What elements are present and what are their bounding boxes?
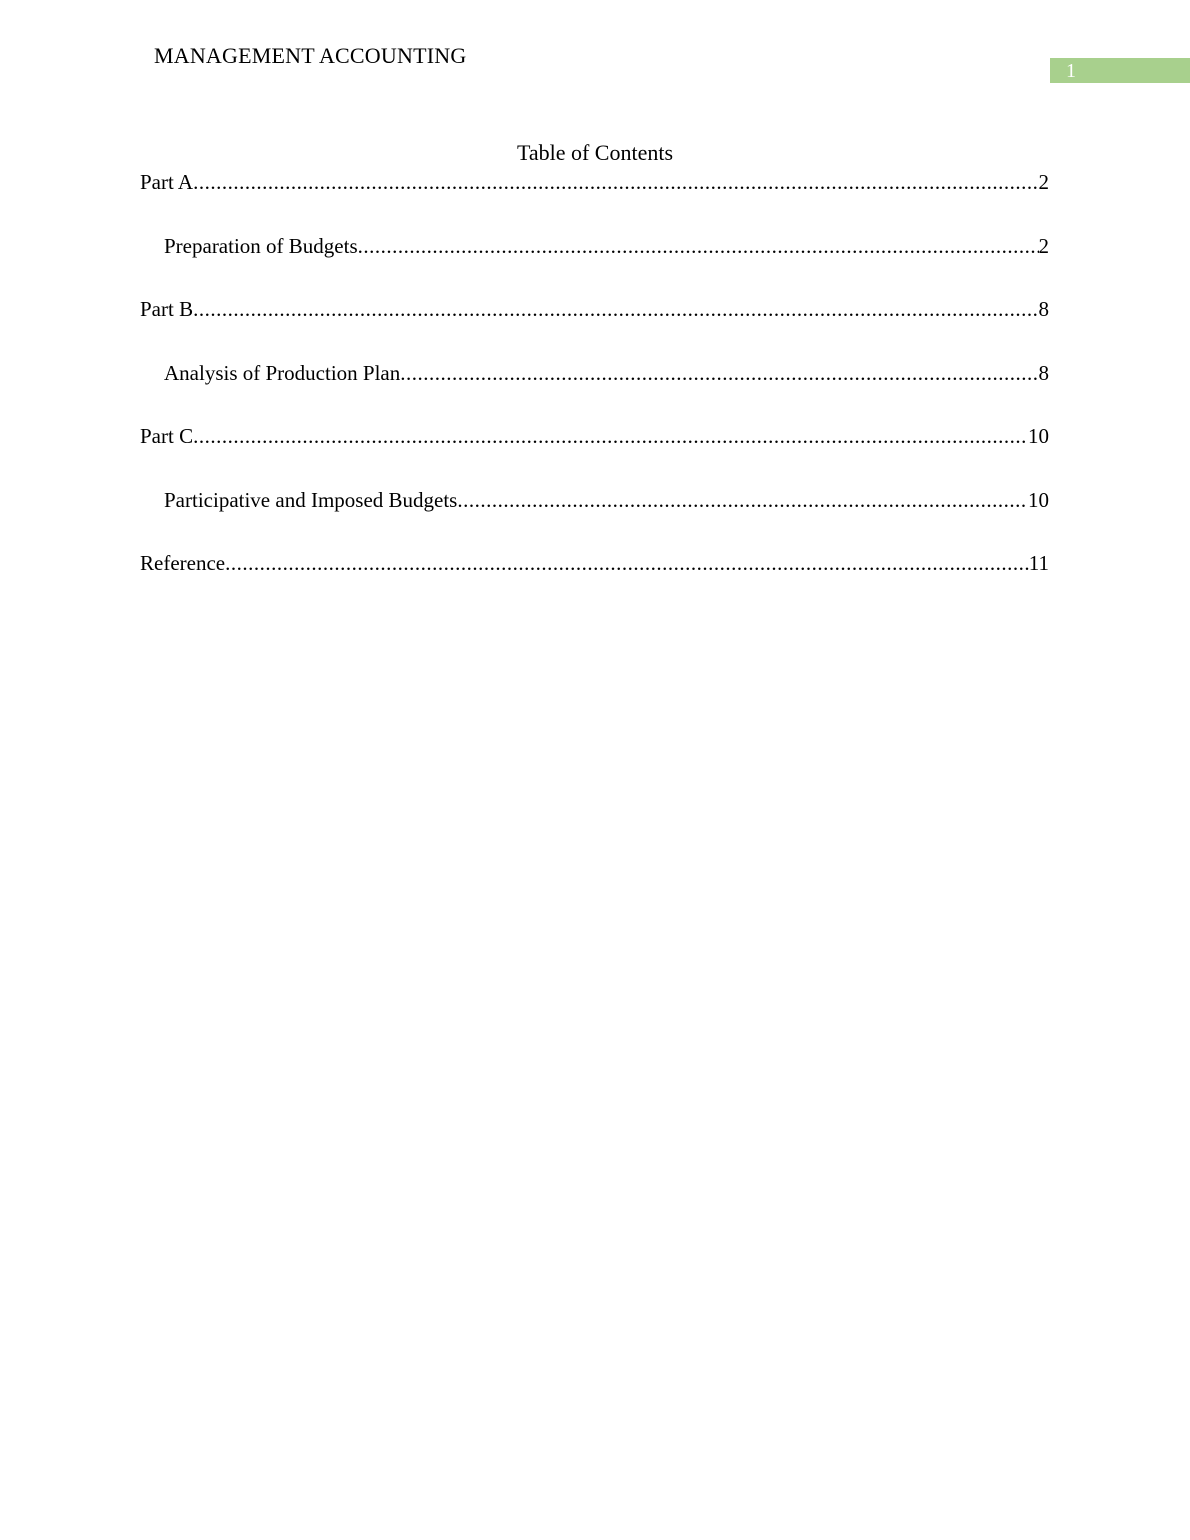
toc-entry-page: 8 (1038, 360, 1049, 385)
toc-entry-analysis-of-production-plan[interactable] (140, 359, 1049, 423)
toc-entry-part-a[interactable] (140, 168, 1049, 232)
toc-dot-leader (225, 549, 1029, 577)
toc-entry-preparation-of-budgets[interactable] (140, 232, 1049, 296)
toc-entry-part-b[interactable] (140, 295, 1049, 359)
toc-entry-title: Reference (140, 551, 226, 575)
toc-entry-page: 10 (1028, 487, 1049, 512)
toc-dot-leader (193, 422, 1028, 450)
toc-entry-reference[interactable] (140, 549, 1049, 613)
page-number-badge (1050, 58, 1190, 83)
toc-entry-title: Analysis of Production Plan (164, 360, 401, 385)
toc-entry-title: Part C (140, 424, 194, 448)
toc-entry-title: Preparation of Budgets (164, 233, 358, 258)
toc-entry-page: 2 (1038, 233, 1049, 258)
toc-dot-leader (193, 168, 1038, 196)
toc-entry-title: Part B (140, 297, 194, 321)
toc-dot-leader (400, 359, 1038, 387)
toc-entry-part-c[interactable] (140, 422, 1049, 486)
toc-entry-page: 2 (1038, 170, 1049, 194)
toc-entry-page: 10 (1028, 424, 1049, 448)
toc-dot-leader (457, 486, 1028, 514)
table-of-contents (140, 168, 1049, 613)
toc-dot-leader (193, 295, 1038, 323)
toc-entry-page: 11 (1028, 551, 1049, 575)
toc-entry-title: Part A (140, 170, 194, 194)
toc-entry-page: 8 (1038, 297, 1049, 321)
page-number: 1 (1066, 60, 1076, 82)
document-header-title: MANAGEMENT ACCOUNTING (154, 43, 467, 68)
toc-entry-title: Participative and Imposed Budgets (164, 487, 458, 512)
toc-entry-participative-and-imposed-budgets[interactable] (140, 486, 1049, 550)
toc-heading: Table of Contents (516, 140, 674, 165)
toc-dot-leader (358, 232, 1039, 260)
